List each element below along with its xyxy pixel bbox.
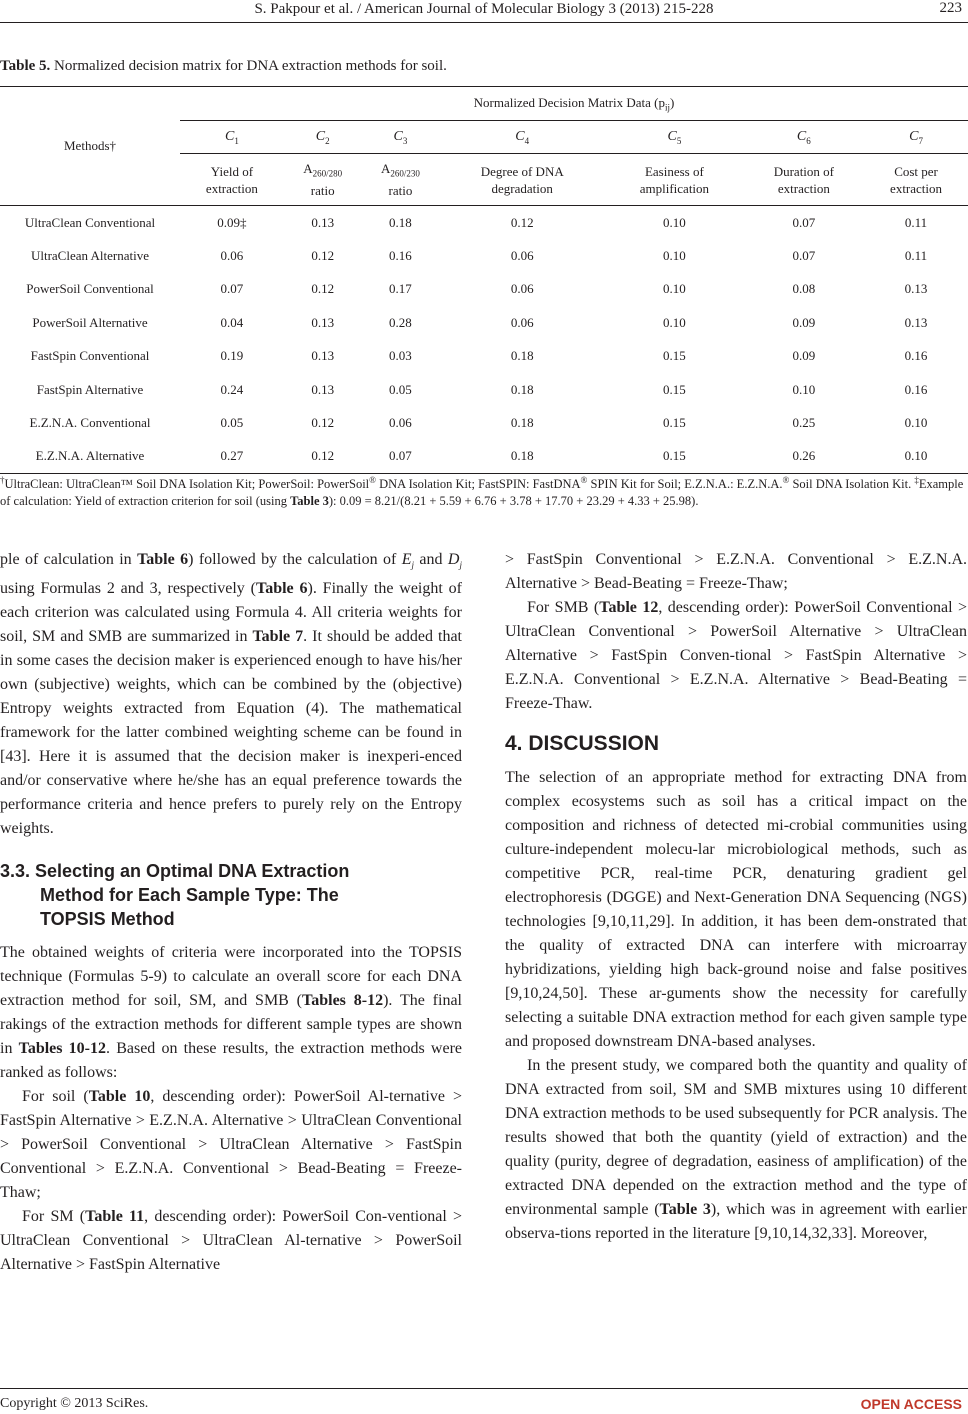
table-caption-label: Table 5.: [0, 58, 51, 74]
decision-matrix-table: [0, 86, 968, 474]
matrix-value: 0.07: [792, 248, 816, 264]
matrix-value: 0.15: [663, 381, 686, 397]
paragraph: For SMB (Table 12, descending order): PowerSoil Conventional > UltraClean Conventional > PowerSoil Alternative > UltraClean Alternative > FastSpin Conven-tional > FastSpin Alternative > E.Z.N.A. Conventional > E.Z.N.A. Alternative > Bead-Beating = Freeze-Thaw.: [505, 599, 967, 712]
matrix-value: 0.15: [663, 415, 686, 431]
paragraph: In the present study, we compared both the quantity and quality of DNA extracted from soil, SM and SMB mixtures using 10 different DNA extraction methods to be used subsequently for PCR analysis. The results showed that both the quantity (yield of extraction) and the quality (purity, degree of degradation, easiness of amplification) of the extracted DNA depended on the extraction method and the type of environmental sample (Table 3), which was in agreement with earlier observa-tions reported in the literature [9,10,14,32,33]. Moreover,: [505, 1057, 967, 1242]
matrix-value: 0.10: [904, 448, 928, 464]
open-access-label: OPEN ACCESS: [860, 1396, 962, 1412]
criterion-c5: $C_5$: [667, 128, 682, 146]
matrix-value: 0.24: [220, 381, 244, 397]
matrix-value: 0.06: [220, 248, 244, 264]
matrix-value: 0.16: [904, 381, 928, 397]
matrix-value: 0.25: [792, 415, 816, 431]
criterion-name: Degree of DNA degradation: [480, 163, 564, 196]
matrix-value: 0.11: [904, 248, 928, 264]
matrix-value: 0.13: [904, 314, 928, 330]
group-header: Normalized Decision Matrix Data $(p_{ij})$: [180, 87, 968, 121]
method-name: UltraClean Alternative: [30, 248, 150, 264]
table-caption-text: Normalized decision matrix for DNA extraction methods for soil.: [50, 58, 447, 74]
matrix-value: 0.18: [510, 381, 534, 397]
criterion-name: Duration of extraction: [773, 163, 834, 196]
matrix-value: 0.13: [311, 348, 335, 364]
matrix-value: 0.15: [663, 448, 686, 464]
method-name: E.Z.N.A. Conventional: [29, 415, 151, 431]
matrix-value: 0.28: [389, 314, 412, 330]
matrix-value: 0.11: [904, 214, 928, 230]
table-footnote: †UltraClean: UltraClean™ Soil DNA Isolation Kit; PowerSoil: PowerSoil® DNA Isolation Kit; FastSPIN: FastDNA® SPIN Kit for Soil; E.Z.N.A.: E.Z.N.A.® Soil DNA Isolation Kit. ‡Example of calculation: Yield of extraction criterion for soil (using Table 3): 0.09 = 8.21/(8.21 + 5.59 + 6.76 + 3.78 + 17.70 + 23.29 + 4.33 + 25.98).: [0, 475, 964, 509]
matrix-value: 0.26: [792, 448, 816, 464]
criterion-name: Easiness of amplification: [639, 163, 710, 196]
criterion-name: Yield of extraction: [205, 163, 258, 196]
criterion-c3: $C_3$: [393, 128, 408, 146]
matrix-value: 0.10: [904, 415, 928, 431]
paragraph: For soil (Table 10, descending order): PowerSoil Al-ternative > FastSpin Alternative > E.Z.N.A. Alternative > UltraClean Conventional > PowerSoil Conventional > UltraClean Alternative > FastSpin Conventional > E.Z.N.A. Conventional > Bead-Beating = Freeze-Thaw;: [0, 1088, 462, 1202]
table-row: [0, 239, 968, 272]
matrix-value: 0.05: [220, 415, 244, 431]
right-column: [505, 548, 967, 1246]
matrix-value: 0.07: [389, 448, 412, 464]
paragraph: For SM (Table 11, descending order): PowerSoil Con-ventional > UltraClean Conventional > UltraClean Al-ternative > PowerSoil Alternative > FastSpin Alternative: [0, 1208, 463, 1274]
method-name: FastSpin Alternative: [36, 381, 144, 397]
criterion-c1: $C_1$: [225, 128, 239, 146]
matrix-value: 0.13: [311, 214, 335, 230]
matrix-value: 0.09: [792, 348, 816, 364]
matrix-value: 0.08: [792, 281, 816, 297]
method-name: PowerSoil Alternative: [32, 314, 148, 330]
matrix-value: 0.07: [792, 214, 816, 230]
matrix-value: 0.10: [663, 248, 686, 264]
running-header: S. Pakpour et al. / American Journal of Molecular Biology 3 (2013) 215-228: [254, 1, 714, 17]
table-row: [0, 340, 968, 373]
method-name: UltraClean Conventional: [24, 214, 156, 230]
matrix-value: 0.06: [510, 281, 534, 297]
matrix-value: 0.13: [311, 381, 335, 397]
header-rule: [0, 22, 968, 23]
matrix-value: 0.12: [510, 214, 534, 230]
matrix-value: 0.07: [220, 281, 244, 297]
criterion-c2: $C_2$: [315, 128, 330, 146]
matrix-value: 0.13: [311, 314, 335, 330]
table-row: [0, 440, 968, 474]
matrix-value: 0.09‡: [217, 214, 247, 230]
criterion-name: $A_{260/280}$ ratio: [303, 160, 343, 199]
table-row: [0, 206, 968, 240]
criterion-c6: $C_6$: [796, 128, 811, 146]
matrix-value: 0.17: [389, 281, 412, 297]
matrix-value: 0.10: [663, 214, 686, 230]
table-caption: [0, 58, 447, 75]
left-column: [0, 548, 462, 1277]
matrix-value: 0.06: [389, 415, 412, 431]
paragraph: ple of calculation in Table 6) followed by the calculation of $E_j$ and $D_j$ using Formulas 2 and 3, respectively (Table 6). Finally the weight of each criterion was calculated using Formula 4. All criteria weights for soil, SM and SMB are summarized in Table 7. It should be added that in some cases the decision maker is experienced enough to have his/her own (subjective) weights, which can be combined by the (objective) Entropy weights extracted from Equation (4). The mathematical framework for the latter combined weighting scheme can be found in [43]. Here it is assumed that the decision maker is inexperi-enced and/or conservative where he/she has an equal preference towards the performance criteria and hence prefers to purely rely on the Entropy weights.: [0, 551, 463, 838]
table-row: [0, 373, 968, 406]
criterion-c7: $C_7$: [909, 128, 923, 146]
table-row: [0, 273, 968, 306]
matrix-value: 0.06: [510, 248, 534, 264]
matrix-value: 0.27: [220, 448, 244, 464]
method-name: PowerSoil Conventional: [26, 281, 154, 297]
matrix-value: 0.04: [220, 314, 244, 330]
matrix-value: 0.16: [904, 348, 928, 364]
methods-header: Methods†: [0, 87, 180, 206]
criterion-c4: $C_4$: [515, 128, 530, 146]
footer-rule: [0, 1388, 968, 1389]
matrix-value: 0.16: [389, 248, 412, 264]
matrix-value: 0.18: [510, 415, 534, 431]
matrix-value: 0.06: [510, 314, 534, 330]
paragraph: The selection of an appropriate method for extracting DNA from complex ecosystems such as soil has a critical impact on the composition and richness of detected mi-crobial communities using culture-independent molecu-lar microbiological methods, such as competitive PCR, real-time PCR, denaturing gradient gel electrophoresis (DGGE) and Next-Generation DNA Sequencing (NGS) technologies [9,10,11,29]. In addition, it has been dem-onstrated that the quality of extracted DNA can interfere with microarray hybridizations, yielding high back-ground noise and false positives [9,10,24,50]. These ar-guments show the necessity for carefully selecting a suitable DNA extraction method for each given sample type and proposed downstream DNA-based analyses.: [505, 769, 967, 1050]
paragraph: The obtained weights of criteria were incorporated into the TOPSIS technique (Formulas 5-9) to calculate an overall score for each DNA extraction method for soil, SM, and SMB (Tables 8-12). The final rakings of the extraction methods for different sample types are shown in Tables 10-12. Based on these results, the extraction methods were ranked as follows:: [0, 944, 463, 1082]
section-heading-3-3: 3.3. Selecting an Optimal DNA Extraction Method for Each Sample Type: The TOPSIS Method: [0, 861, 350, 930]
matrix-value: 0.12: [311, 415, 335, 431]
method-name: E.Z.N.A. Alternative: [35, 448, 145, 464]
table-row: [0, 406, 968, 439]
table-row: [0, 306, 968, 339]
matrix-value: 0.12: [311, 281, 335, 297]
matrix-value: 0.09: [792, 314, 816, 330]
matrix-value: 0.12: [311, 248, 335, 264]
matrix-value: 0.18: [510, 348, 534, 364]
criterion-name: Cost per extraction: [890, 163, 943, 196]
paragraph: > FastSpin Conventional > E.Z.N.A. Conventional > E.Z.N.A. Alternative > Bead-Beating = Freeze-Thaw;: [505, 551, 967, 592]
matrix-value: 0.05: [389, 381, 412, 397]
matrix-value: 0.18: [510, 448, 534, 464]
matrix-value: 0.10: [663, 314, 686, 330]
method-name: FastSpin Conventional: [30, 348, 150, 364]
criterion-name: $A_{260/230}$ ratio: [380, 160, 420, 199]
copyright: Copyright © 2013 SciRes.: [0, 1396, 149, 1411]
matrix-value: 0.13: [904, 281, 928, 297]
section-heading-discussion: 4. DISCUSSION: [505, 732, 660, 755]
matrix-value: 0.19: [220, 348, 244, 364]
matrix-value: 0.18: [389, 214, 412, 230]
matrix-value: 0.12: [311, 448, 335, 464]
matrix-value: 0.15: [663, 348, 686, 364]
matrix-value: 0.10: [792, 381, 816, 397]
matrix-value: 0.10: [663, 281, 686, 297]
page-number: 223: [939, 0, 962, 16]
matrix-value: 0.03: [389, 348, 412, 364]
